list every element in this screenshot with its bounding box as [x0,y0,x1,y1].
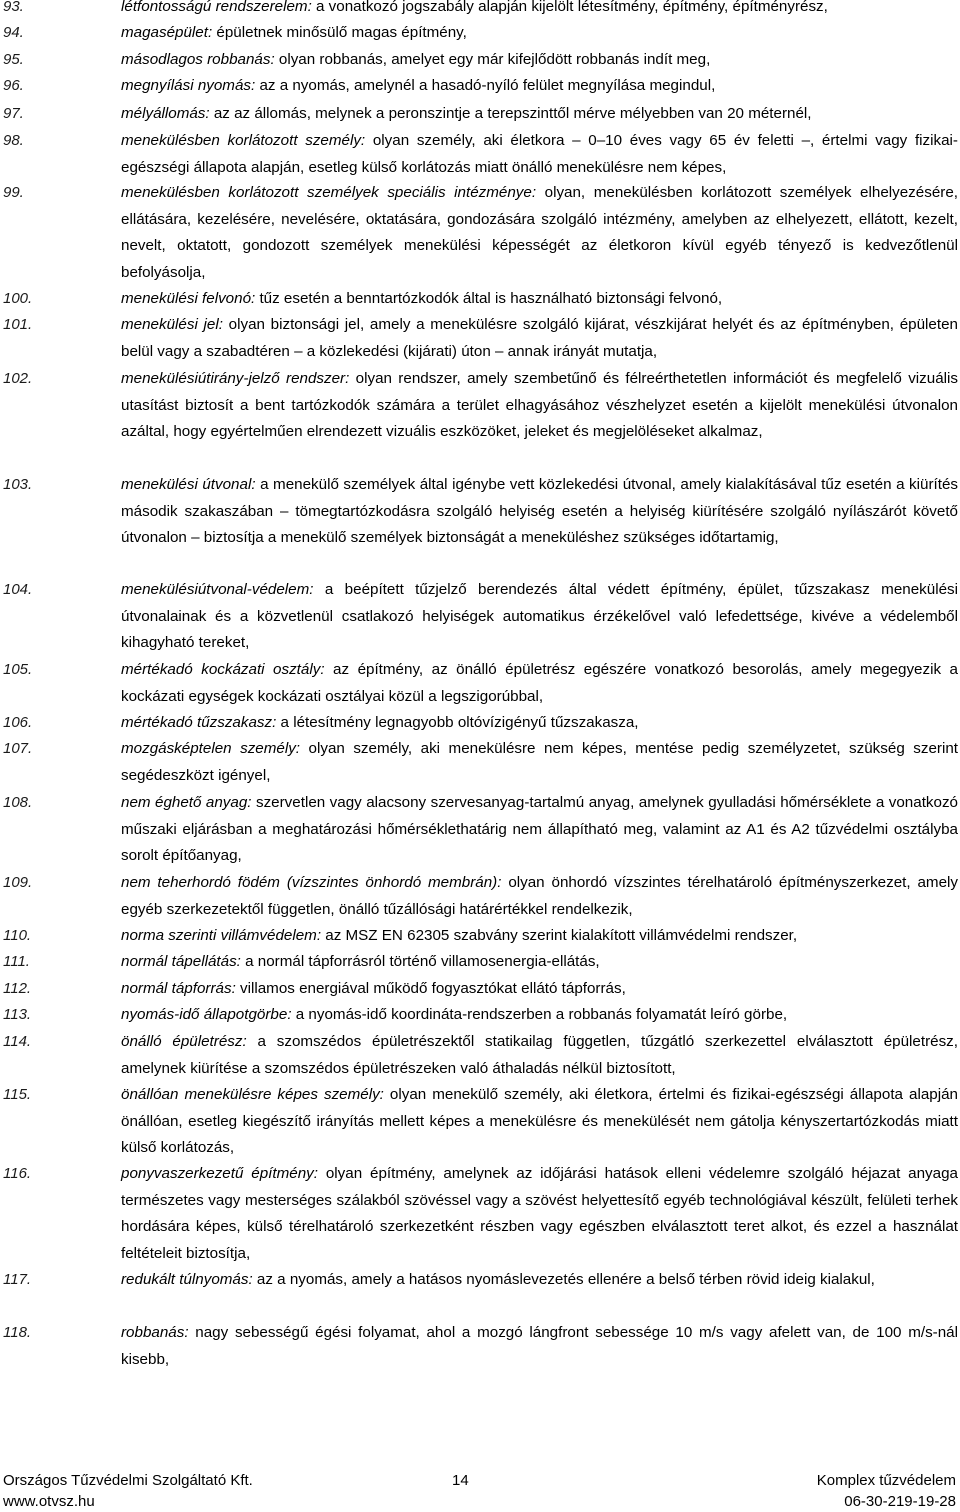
item-text: olyan személy, aki életkora – 0–10 éves vagy 65 év feletti –, értelmi vagy fizikai-egészségi állapota alapján, esetleg külső korlátozás miatt önálló menekülésre nem képes, [121,132,958,176]
item-term: mélyállomás: [121,105,210,122]
item-number: 100. [3,290,33,307]
item-term: menekülésben korlátozott személyek speciális intézménye: [121,184,537,201]
item-text: tűz esetén a benntartózkodók által is használható biztonsági felvonó, [255,290,723,307]
page-footer [0,1468,960,1512]
item-text: olyan biztonsági jel, amely a menekülésre szolgáló kijárat, vészkijárat helyét és az építményben, épületen belül vagy a szabadtéren – a közlekedési (kijárati) úton – annak irányát mutatja, [121,316,958,360]
item-term: menekülési útvonal: [121,476,256,493]
item-term: megnyílási nyomás: [121,77,256,94]
item-term: magasépület: [121,24,213,41]
item-text: olyan menekülő személy, aki életkora, értelmi és fizikai-egészségi állapota alapján önállóan, esetleg kiegészítő irányítás mellett képes a menekülésre és menekülését nem gátolja kényszertartózkodás miatt külső korlátozás, [121,1086,958,1156]
item-text: a beépített tűzjelző berendezés által védett építmény, épület, tűzszakasz menekülési útvonalainak és a közvetlenül csatlakozó helyiségek automatikus érzékelővel való lefedettsége, kivéve a védelemből kihagyható tereket, [121,581,958,651]
item-term: létfontosságú rendszerelem: [121,0,312,15]
item-text: a menekülő személyek által igénybe vett közlekedési útvonal, amely kialakításával tűz esetén a kiürítés második szakaszában – tömegtartózkodásra szolgáló helyiség esetén a helyiség kiürítésére szolgáló nyílászárót követő útvonalon – biztosítja a menekülő személyek biztonságát a meneküléshez szükséges időtartamig, [121,476,958,546]
item-number: 117. [3,1271,32,1288]
item-term: nem éghető anyag: [121,794,252,811]
item-text: az a nyomás, amelynél a hasadó-nyíló felület megnyílása megindul, [255,77,716,94]
item-number: 98. [3,132,24,149]
item-number: 99. [3,184,24,201]
item-text: nagy sebességű égési folyamat, ahol a mozgó lángfront sebessége 10 m/s vagy afelett van, de 100 m/s-nál kisebb, [121,1324,958,1368]
item-text: az MSZ EN 62305 szabvány szerint kialakított villámvédelmi rendszer, [321,927,798,944]
item-term: menekülési jel: [121,316,223,333]
page-number: 14 [452,1472,469,1489]
item-text: az építmény, az önálló épületrész egészére vonatkozó besorolás, amely megegyezik a kockázati egységek kockázati osztályai közül a legszigorúbbal, [121,661,958,705]
item-text: a vonatkozó jogszabály alapján kijelölt létesítmény, építmény, építményrész, [311,0,828,15]
item-text: olyan rendszer, amely szembetűnő és félreérthetetlen információt és megfelelő vizuális utasítást biztosít a bent tartózkodók számára a terület elhagyásához vészhelyzet esetén a kijelölt menekülési útvonalon azáltal, hogy egyértelműen elrendezett vizuális eszközöket, jeleket és megjelöléseket alkalmaz, [121,370,958,440]
footer-title: Komplex tűzvédelem [816,1472,956,1489]
item-term: önállóan menekülésre képes személy: [121,1086,384,1103]
item-term: redukált túlnyomás: [121,1271,253,1288]
item-text: szervetlen vagy alacsony szervesanyag-tartalmú anyag, amelynek gyulladási hőmérséklete a vonatkozó műszaki eljárásban a meghatározási hőmérséklethatárig nem állapítható meg, valamint az A1 és A2 tűzvédelmi osztályba sorolt építőanyag, [121,794,958,864]
item-text: a szomszédos épületrészektől statikailag független, tűzgátló szerkezettel elválasztott épületrész, amelynek kiürítése a szomszédos épületrészeken való áthaladás nélkül biztosított, [121,1033,958,1077]
item-number: 93. [3,0,24,15]
item-text: villamos energiával működő fogyasztókat ellátó tápforrás, [235,980,626,997]
item-text: olyan, menekülésben korlátozott személyek elhelyezésére, ellátására, kezelésére, nevelésére, oktatására, gondozására szolgáló intézmény, amelyben az elhelyezett, ellátott, kezelt, nevelt, oktatott, gondozott személyek menekülési képességét az életkoron kívül egyéb tényező is kedvezőtlenül befolyásolja, [121,184,958,281]
item-text: az az állomás, melynek a peronszintje a terepszinttől mérve mélyebben van 20 méternél, [209,105,812,122]
item-number: 102. [3,370,33,387]
item-text: a létesítmény legnagyobb oltóvízigényű tűzszakasza, [276,714,639,731]
item-number: 116. [3,1165,32,1182]
item-term: menekülésben korlátozott személy: [121,132,366,149]
item-number: 96. [3,77,24,94]
item-text: olyan robbanás, amelyet egy már kifejlődött robbanás indít meg, [274,51,711,68]
item-number: 114. [3,1033,32,1050]
item-text: olyan építmény, amelynek az időjárási hatások elleni védelemre szolgáló héjazat anyaga természetes vagy mesterséges szálakból szövéssel vagy a szövést helyettesítő egyéb technológiával készült, felületi terhek hordására képes, külső térelhatároló szerkezetként részben vagy egészben elválasztott teret alkot, és ezzel a használat feltételeit biztosítja, [121,1165,958,1262]
item-term: mozgásképtelen személy: [121,740,301,757]
item-number: 110. [3,927,32,944]
item-term: mértékadó kockázati osztály: [121,661,325,678]
item-term: önálló épületrész: [121,1033,247,1050]
item-number: 107. [3,740,33,757]
item-number: 113. [3,1006,32,1023]
item-number: 94. [3,24,24,41]
item-term: ponyvaszerkezetű építmény: [121,1165,318,1182]
item-term: menekülésiútvonal-védelem: [121,581,314,598]
item-term: másodlagos robbanás: [121,51,275,68]
item-text: olyan önhordó vízszintes térelhatároló építményszerkezet, amely egyéb szerkezetektől független, önálló tűzállósági határértékkel rendelkezik, [121,874,958,918]
item-term: nyomás-idő állapotgörbe: [121,1006,292,1023]
item-term: norma szerinti villámvédelem: [121,927,322,944]
item-term: normál tápellátás: [121,953,241,970]
item-number: 118. [3,1324,32,1341]
item-number: 104. [3,581,33,598]
item-number: 105. [3,661,33,678]
footer-org: Országos Tűzvédelmi Szolgáltató Kft. [3,1472,253,1489]
footer-website[interactable]: www.otvsz.hu [3,1493,95,1510]
item-term: menekülésiútirány-jelző rendszer: [121,370,350,387]
item-number: 97. [3,105,24,122]
item-number: 115. [3,1086,32,1103]
item-term: normál tápforrás: [121,980,236,997]
item-term: robbanás: [121,1324,189,1341]
item-number: 103. [3,476,33,493]
item-number: 111. [3,953,30,970]
item-text: épületnek minősülő magas építmény, [212,24,467,41]
item-term: menekülési felvonó: [121,290,256,307]
footer-phone: 06-30-219-19-28 [844,1493,956,1510]
item-text: a normál tápforrásról történő villamosenergia-ellátás, [240,953,600,970]
item-number: 101. [3,316,33,333]
item-term: mértékadó tűzszakasz: [121,714,277,731]
item-number: 95. [3,51,24,68]
item-text: az a nyomás, amely a hatásos nyomáslevezetés ellenére a belső térben rövid ideig kialakul, [252,1271,875,1288]
item-text: a nyomás-idő koordináta-rendszerben a robbanás folyamatát leíró görbe, [291,1006,788,1023]
item-number: 108. [3,794,33,811]
footer-left [3,1470,253,1512]
item-text: olyan személy, aki menekülésre nem képes, mentése pedig személyzetet, szükség szerint segédeszközt igényel, [121,740,958,784]
item-number: 106. [3,714,33,731]
item-number: 112. [3,980,32,997]
item-number: 109. [3,874,33,891]
footer-right [817,1470,956,1512]
item-term: nem teherhordó födém (vízszintes önhordó membrán): [121,874,502,891]
